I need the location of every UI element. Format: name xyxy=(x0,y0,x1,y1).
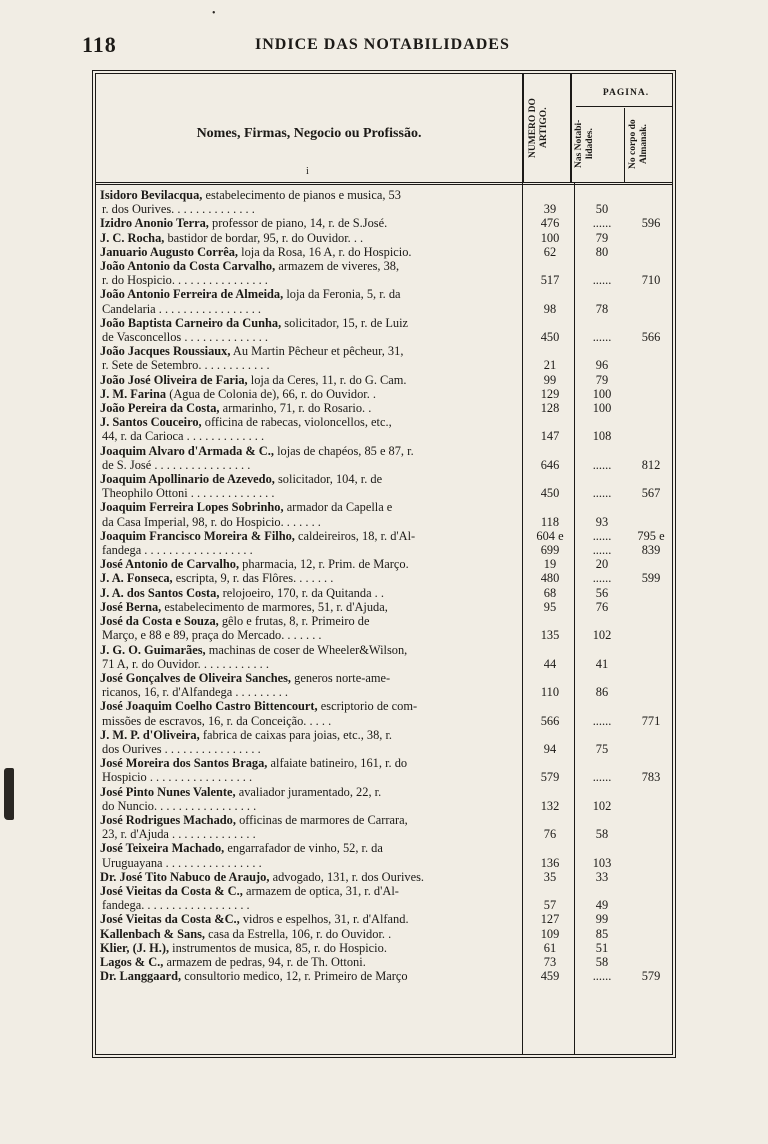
entry-notabilidades: 78 xyxy=(595,301,609,316)
entry-firm: José Rodrigues Machado, xyxy=(100,812,236,827)
entry-notabilidades: 58 xyxy=(595,954,609,969)
entry-firm: Joaquim Alvaro d'Armada & C., xyxy=(100,443,274,458)
entry-text xyxy=(102,245,522,259)
entry-notabilidades: ...... xyxy=(592,969,612,984)
entry-artigo: 76 xyxy=(543,827,557,842)
entry-firm: José Gonçalves de Oliveira Sanches, xyxy=(100,670,292,685)
entry-artigo: 579 xyxy=(540,770,560,785)
entry-notabilidades: 58 xyxy=(595,827,609,842)
entry-description: estabelecimento de marmores, 51, r. d'Ajuda, xyxy=(164,599,388,614)
entry-text xyxy=(102,500,522,528)
header-mark: i xyxy=(306,166,309,177)
entry-artigo: 136 xyxy=(540,855,560,870)
entry-notabilidades: 79 xyxy=(595,372,609,387)
entry-firm: João Jacques Roussiaux, xyxy=(100,344,231,359)
entry-firm: João Baptista Carneiro da Cunha, xyxy=(100,315,282,330)
entry-artigo: 110 xyxy=(540,685,560,700)
entry-firm: João José Oliveira de Faria, xyxy=(100,372,248,387)
entry-notabilidades: 86 xyxy=(595,685,609,700)
table-row xyxy=(96,500,672,528)
entry-text xyxy=(102,614,522,642)
entry-notabilidades: ...... ...... xyxy=(592,528,612,558)
entry-firm: Dr. José Tito Nabuco de Araujo, xyxy=(100,869,270,884)
entry-artigo: 147 xyxy=(540,429,560,444)
entry-firm: Januario Augusto Corrêa, xyxy=(100,244,239,259)
entry-notabilidades: 93 xyxy=(595,514,609,529)
entry-description: vidros e espelhos, 31, r. d'Alfand. xyxy=(242,912,409,927)
page-header xyxy=(0,28,768,62)
entry-text xyxy=(102,941,522,955)
entry-description: machinas de coser de Wheeler&Wilson, 71 A, r. do Ouvidor. . . . . . . . . . . . xyxy=(102,642,408,671)
entry-firm: José Vieitas da Costa & C., xyxy=(100,883,243,898)
entry-artigo: 646 xyxy=(540,457,560,472)
entry-text xyxy=(102,216,522,230)
entry-notabilidades: ...... xyxy=(592,273,612,288)
entry-firm: J. A. dos Santos Costa, xyxy=(100,585,220,600)
entry-artigo: 57 xyxy=(543,898,557,913)
table-row xyxy=(96,586,672,600)
entry-firm: Klier, (J. H.), xyxy=(100,940,170,955)
entry-artigo: 450 xyxy=(540,486,560,501)
entry-firm: J. C. Rocha, xyxy=(100,230,165,245)
entry-firm: João Antonio da Costa Carvalho, xyxy=(100,259,276,274)
entry-notabilidades: 79 xyxy=(595,230,609,245)
entry-notabilidades: 102 xyxy=(592,798,612,813)
entry-text xyxy=(102,955,522,969)
entry-notabilidades: 102 xyxy=(592,628,612,643)
entry-notabilidades: 20 xyxy=(595,557,609,572)
entry-artigo: 62 xyxy=(543,244,557,259)
table-row xyxy=(96,813,672,841)
entry-description: relojoeiro, 170, r. da Quitanda . . xyxy=(222,585,384,600)
entry-artigo: 19 xyxy=(543,557,557,572)
entry-description: alfaiate batineiro, 161, r. do Hospicio . . . . . . . . . . . . . . . . . xyxy=(102,756,408,785)
table-row xyxy=(96,955,672,969)
table-row xyxy=(96,557,672,571)
entry-text xyxy=(102,571,522,585)
entry-artigo: 100 xyxy=(540,230,560,245)
entry-notabilidades: ...... xyxy=(592,770,612,785)
header-rule xyxy=(96,182,672,185)
entry-almanak: 567 xyxy=(641,486,661,501)
table-row xyxy=(96,969,672,983)
entry-firm: J. Santos Couceiro, xyxy=(100,415,202,430)
entry-firm: J. M. P. d'Oliveira, xyxy=(100,727,200,742)
entry-artigo: 99 xyxy=(543,372,557,387)
entry-artigo: 476 xyxy=(540,216,560,231)
entry-text xyxy=(102,344,522,372)
entry-description: instrumentos de musica, 85, r. do Hospicio. xyxy=(172,940,387,955)
column-title-names: Nomes, Firmas, Negocio ou Profissão. xyxy=(196,126,422,141)
entry-text xyxy=(102,884,522,912)
entry-text xyxy=(102,671,522,699)
entry-artigo: 95 xyxy=(543,599,557,614)
entry-text xyxy=(102,444,522,472)
table-header-names xyxy=(96,74,524,182)
entry-almanak: 795 e 839 xyxy=(637,528,665,558)
entry-description: consultorio medico, 12, r. Primeiro de Março xyxy=(184,969,408,984)
entry-notabilidades: 100 xyxy=(592,386,612,401)
entry-description: fabrica de caixas para joias, etc., 38, r. dos Ourives . . . . . . . . . . . . . . . . xyxy=(102,727,393,756)
entry-artigo: 68 xyxy=(543,585,557,600)
entry-text xyxy=(102,259,522,287)
entry-description: officina de rabecas, violoncellos, etc., 44, r. da Carioca . . . . . . . . . . . . . xyxy=(102,415,392,444)
table-row xyxy=(96,287,672,315)
entry-firm: José Moreira dos Santos Braga, xyxy=(100,756,268,771)
entry-text xyxy=(102,870,522,884)
entry-description: armarinho, 71, r. do Rosario. . xyxy=(222,401,372,416)
table-row xyxy=(96,571,672,585)
entry-almanak: 596 xyxy=(641,216,661,231)
entry-notabilidades: 56 xyxy=(595,585,609,600)
entry-description: Au Martin Pêcheur et pêcheur, 31, r. Sete de Setembro. . . . . . . . . . . . xyxy=(102,344,404,373)
entry-notabilidades: ...... xyxy=(592,713,612,728)
entry-description: armazem de pedras, 94, r. de Th. Ottoni. xyxy=(166,954,366,969)
entry-artigo: 459 xyxy=(540,969,560,984)
table-row xyxy=(96,728,672,756)
entry-firm: José da Costa e Souza, xyxy=(100,614,219,629)
entry-text xyxy=(102,600,522,614)
entry-firm: Izidro Anonio Terra, xyxy=(100,216,209,231)
entry-notabilidades: ...... xyxy=(592,216,612,231)
entry-notabilidades: ...... xyxy=(592,457,612,472)
entry-description: engarrafador de vinho, 52, r. da Uruguayana . . . . . . . . . . . . . . . . xyxy=(102,841,383,870)
entry-firm: José Joaquim Coelho Castro Bittencourt, xyxy=(100,699,318,714)
entry-text xyxy=(102,529,522,557)
entry-text xyxy=(102,927,522,941)
entry-description: officinas de marmores de Carrara, 23, r. d'Ajuda . . . . . . . . . . . . . . xyxy=(102,812,408,842)
entry-description: loja da Ceres, 11, r. do G. Cam. xyxy=(250,372,407,387)
entry-artigo: 21 xyxy=(543,358,557,373)
entry-notabilidades: 49 xyxy=(595,898,609,913)
table-row xyxy=(96,941,672,955)
entry-notabilidades: 103 xyxy=(592,855,612,870)
header-divider xyxy=(570,74,572,182)
entry-notabilidades: 51 xyxy=(595,940,609,955)
entry-firm: Joaquim Ferreira Lopes Sobrinho, xyxy=(100,500,284,515)
entry-artigo: 604 e 699 xyxy=(536,528,564,558)
table-row xyxy=(96,614,672,642)
pagina-brace xyxy=(576,106,672,107)
entry-description: advogado, 131, r. dos Ourives. xyxy=(272,869,424,884)
entry-notabilidades: 99 xyxy=(595,912,609,927)
entry-description: loja da Feronia, 5, r. da Candelaria . . . . . . . . . . . . . . . . . xyxy=(102,287,401,316)
entry-text xyxy=(102,813,522,841)
entry-firm: J. M. Farina xyxy=(100,386,167,401)
index-table xyxy=(92,70,676,1058)
ink-blot xyxy=(4,768,14,820)
entry-description: bastidor de bordar, 95, r. do Ouvidor. . . xyxy=(167,230,364,245)
running-title: INDICE DAS NOTABILIDADES xyxy=(255,36,510,53)
entry-firm: Isidoro Bevilacqua, xyxy=(100,188,203,202)
entry-almanak: 579 xyxy=(641,969,661,984)
entry-firm: José Berna, xyxy=(100,599,162,614)
table-row xyxy=(96,245,672,259)
entry-artigo: 73 xyxy=(543,954,557,969)
table-row xyxy=(96,373,672,387)
entry-artigo: 39 xyxy=(543,202,557,217)
entry-description: caldeireiros, 18, r. d'Al- fandega . . . . . . . . . . . . . . . . . . xyxy=(102,528,416,558)
table-row xyxy=(96,231,672,245)
entry-description: professor de piano, 14, r. de S.José. xyxy=(212,216,388,231)
entry-text xyxy=(102,756,522,784)
table-body xyxy=(96,188,672,983)
entry-artigo: 129 xyxy=(540,386,560,401)
entry-firm: Dr. Langgaard, xyxy=(100,969,182,984)
entry-firm: José Teixeira Machado, xyxy=(100,841,225,856)
entry-description: loja da Rosa, 16 A, r. do Hospicio. xyxy=(241,244,412,259)
column-title-artigo: NUMERO DO ARTIGO. xyxy=(528,98,549,158)
table-row xyxy=(96,785,672,813)
table-row xyxy=(96,259,672,287)
header-divider xyxy=(624,108,625,182)
entry-description: solicitador, 15, r. de Luiz de Vasconcellos . . . . . . . . . . . . . . xyxy=(102,315,409,345)
table-row xyxy=(96,316,672,344)
table-row xyxy=(96,600,672,614)
entry-notabilidades: 50 xyxy=(595,202,609,217)
entry-artigo: 128 xyxy=(540,401,560,416)
entry-almanak: 599 xyxy=(641,571,661,586)
entry-artigo: 480 xyxy=(540,571,560,586)
entry-notabilidades: 33 xyxy=(595,869,609,884)
entry-text xyxy=(102,643,522,671)
entry-firm: Joaquim Apollinario de Azevedo, xyxy=(100,472,275,487)
entry-description: estabelecimento de pianos e musica, 53 r. dos Ourives. . . . . . . . . . . . . . xyxy=(102,188,401,217)
entry-almanak: 710 xyxy=(641,273,661,288)
entry-text xyxy=(102,472,522,500)
table-row xyxy=(96,415,672,443)
entry-artigo: 566 xyxy=(540,713,560,728)
entry-notabilidades: ...... xyxy=(592,330,612,345)
entry-text xyxy=(102,785,522,813)
entry-artigo: 118 xyxy=(540,514,560,529)
entry-artigo: 98 xyxy=(543,301,557,316)
entry-text xyxy=(102,586,522,600)
entry-text xyxy=(102,188,522,216)
entry-artigo: 109 xyxy=(540,926,560,941)
entry-text xyxy=(102,557,522,571)
margin-speck: • xyxy=(212,8,216,19)
entry-artigo: 450 xyxy=(540,330,560,345)
entry-notabilidades: 76 xyxy=(595,599,609,614)
entry-artigo: 61 xyxy=(543,940,557,955)
entry-almanak: 771 xyxy=(641,713,661,728)
entry-firm: J. G. O. Guimarães, xyxy=(100,642,206,657)
entry-firm: Lagos & C., xyxy=(100,954,164,969)
table-row xyxy=(96,387,672,401)
table-row xyxy=(96,472,672,500)
table-row xyxy=(96,401,672,415)
entry-text xyxy=(102,969,522,983)
entry-notabilidades: ...... xyxy=(592,571,612,586)
column-title-almanak: No corpo do Almanak. xyxy=(628,119,649,169)
column-title-notabilidades: Nas Notabi- lidades. xyxy=(574,119,595,169)
entry-artigo: 44 xyxy=(543,656,557,671)
entry-description: gêlo e frutas, 8, r. Primeiro de Março, e 88 e 89, praça do Mercado. . . . . . . xyxy=(102,614,370,643)
entry-description: armazem de viveres, 38, r. do Hospicio. . . . . . . . . . . . . . . . xyxy=(102,259,400,288)
table-row xyxy=(96,444,672,472)
entry-almanak: 783 xyxy=(641,770,661,785)
table-row xyxy=(96,884,672,912)
entry-text xyxy=(102,373,522,387)
entry-description: armazem de optica, 31, r. d'Al- fandega. . . . . . . . . . . . . . . . . . xyxy=(102,883,399,913)
table-row xyxy=(96,870,672,884)
entry-artigo: 94 xyxy=(543,741,557,756)
entry-firm: Kallenbach & Sans, xyxy=(100,926,205,941)
entry-notabilidades: 96 xyxy=(595,358,609,373)
entry-notabilidades: 41 xyxy=(595,656,609,671)
entry-artigo: 517 xyxy=(540,273,560,288)
entry-description: escriptorio de com- missões de escravos, 16, r. da Conceição. . . . . xyxy=(102,699,418,728)
table-row xyxy=(96,912,672,926)
entry-firm: José Pinto Nunes Valente, xyxy=(100,784,236,799)
entry-artigo: 135 xyxy=(540,628,560,643)
table-row xyxy=(96,529,672,557)
entry-description: (Agua de Colonia de), 66, r. do Ouvidor. . xyxy=(169,386,377,401)
entry-notabilidades: 80 xyxy=(595,244,609,259)
entry-text xyxy=(102,699,522,727)
entry-artigo: 127 xyxy=(540,912,560,927)
table-row xyxy=(96,671,672,699)
entry-artigo: 35 xyxy=(543,869,557,884)
entry-text xyxy=(102,387,522,401)
entry-text xyxy=(102,415,522,443)
entry-text xyxy=(102,401,522,415)
table-row xyxy=(96,756,672,784)
entry-description: armador da Capella e da Casa Imperial, 98, r. do Hospicio. . . . . . . xyxy=(102,500,393,529)
table-row xyxy=(96,216,672,230)
entry-firm: J. A. Fonseca, xyxy=(100,571,173,586)
entry-firm: João Pereira da Costa, xyxy=(100,401,220,416)
entry-description: lojas de chapéos, 85 e 87, r. de S. José . . . . . . . . . . . . . . . . xyxy=(102,443,414,472)
table-row xyxy=(96,841,672,869)
entry-description: avaliador juramentado, 22, r. do Nuncio. . . . . . . . . . . . . . . . . xyxy=(102,784,382,813)
table-row xyxy=(96,643,672,671)
entry-description: casa da Estrella, 106, r. do Ouvidor. . xyxy=(208,926,392,941)
entry-notabilidades: 75 xyxy=(595,741,609,756)
column-title-pagina: PAGINA. xyxy=(602,88,650,98)
entry-notabilidades: ...... xyxy=(592,486,612,501)
entry-almanak: 812 xyxy=(641,457,661,472)
entry-text xyxy=(102,231,522,245)
entry-artigo: 132 xyxy=(540,798,560,813)
entry-text xyxy=(102,728,522,756)
table-row xyxy=(96,188,672,216)
table-row xyxy=(96,344,672,372)
entry-text xyxy=(102,841,522,869)
entry-description: pharmacia, 12, r. Prim. de Março. xyxy=(242,557,409,572)
entry-firm: José Vieitas da Costa &C., xyxy=(100,912,240,927)
entry-firm: Joaquim Francisco Moreira & Filho, xyxy=(100,528,295,543)
entry-almanak: 566 xyxy=(641,330,661,345)
entry-text xyxy=(102,287,522,315)
entry-notabilidades: 100 xyxy=(592,401,612,416)
entry-description: generos norte-ame- ricanos, 16, r. d'Alfandega . . . . . . . . . xyxy=(102,670,391,700)
entry-text xyxy=(102,316,522,344)
table-row xyxy=(96,927,672,941)
entry-firm: João Antonio Ferreira de Almeida, xyxy=(100,287,284,302)
entry-notabilidades: 108 xyxy=(592,429,612,444)
entry-description: escripta, 9, r. das Flôres. . . . . . . xyxy=(175,571,334,586)
entry-text xyxy=(102,912,522,926)
entry-description: solicitador, 104, r. de Theophilo Ottoni . . . . . . . . . . . . . . xyxy=(102,472,383,501)
entry-firm: José Antonio de Carvalho, xyxy=(100,557,240,572)
page-number: 118 xyxy=(82,32,117,57)
entry-notabilidades: 85 xyxy=(595,926,609,941)
table-row xyxy=(96,699,672,727)
